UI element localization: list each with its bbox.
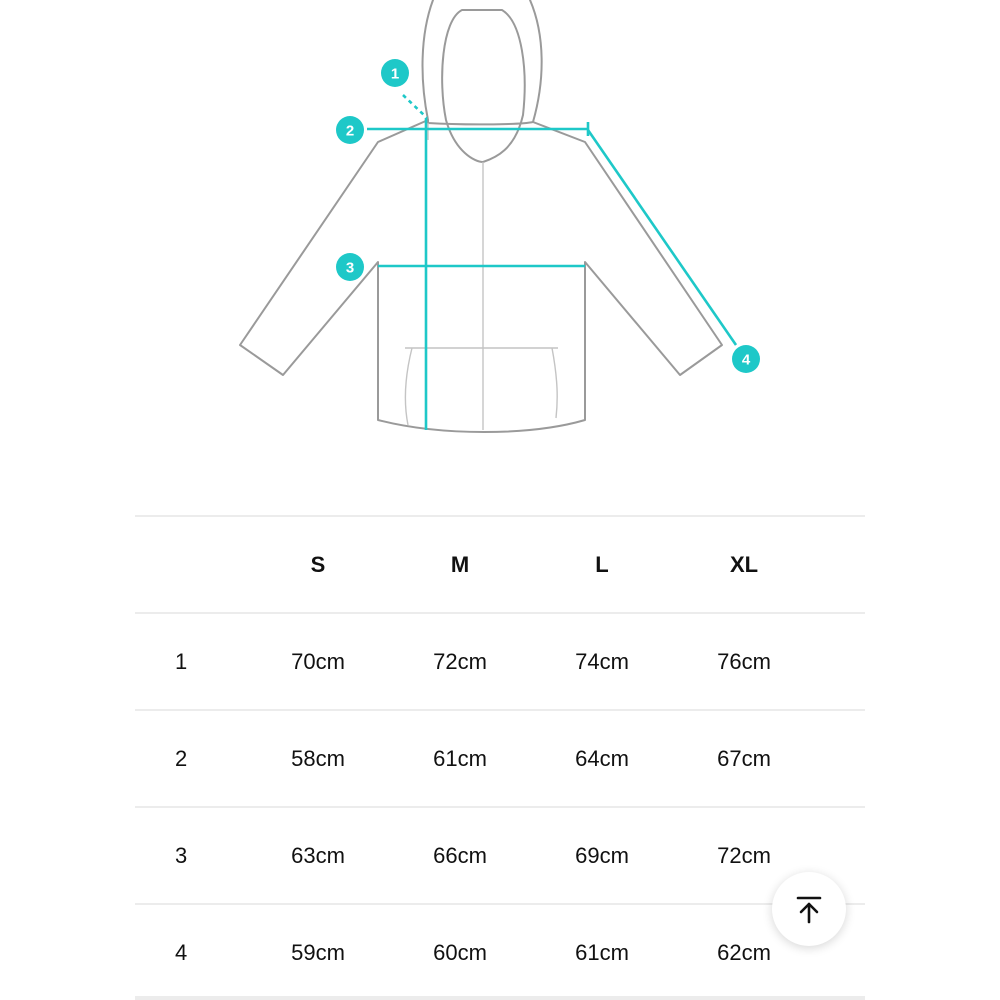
table-cell: 63cm	[291, 842, 345, 868]
table-bottom-divider	[135, 996, 865, 1000]
table-cell: 59cm	[291, 939, 345, 965]
marker-4	[732, 345, 760, 373]
header-size-xl: XL	[729, 551, 759, 577]
table-cell: 74cm	[575, 648, 629, 674]
table-cell: 58cm	[291, 745, 345, 771]
row-label: 2	[175, 745, 188, 771]
header-size-m: M	[450, 551, 470, 577]
marker-3	[336, 253, 364, 281]
measure-line-4	[588, 130, 736, 345]
table-header-row	[135, 516, 865, 613]
size-chart-table	[135, 515, 865, 1000]
marker-1-label: 1	[390, 65, 400, 83]
marker-1	[381, 59, 409, 87]
row-label: 4	[175, 939, 188, 965]
marker-3-label: 3	[345, 259, 355, 277]
measure-line-1	[403, 95, 427, 118]
table-cell: 64cm	[575, 745, 629, 771]
table-cell: 66cm	[433, 842, 487, 868]
table-cell: 72cm	[717, 842, 771, 868]
table-cell: 62cm	[717, 939, 771, 965]
hoodie-measurement-diagram	[0, 0, 1000, 470]
row-label: 1	[175, 648, 188, 674]
header-size-l: L	[595, 551, 609, 577]
table-cell: 60cm	[433, 939, 487, 965]
header-empty-cell	[135, 516, 247, 613]
marker-4-label: 4	[741, 351, 751, 369]
hoodie-outline-icon	[240, 0, 722, 432]
table-row	[135, 613, 865, 710]
table-cell: 67cm	[717, 745, 771, 771]
header-size-s: S	[310, 551, 326, 577]
scroll-to-top-button[interactable]	[772, 872, 846, 946]
table-row	[135, 710, 865, 807]
table-cell: 70cm	[291, 648, 345, 674]
table-cell: 69cm	[575, 842, 629, 868]
table-row	[135, 904, 865, 1000]
table-row	[135, 807, 865, 904]
marker-2-label: 2	[345, 122, 355, 140]
row-label: 3	[175, 842, 188, 868]
arrow-up-to-top-icon	[793, 893, 825, 925]
table-cell: 61cm	[433, 745, 487, 771]
table-cell: 76cm	[717, 648, 771, 674]
table-cell: 61cm	[575, 939, 629, 965]
marker-2	[336, 116, 364, 144]
table-cell: 72cm	[433, 648, 487, 674]
